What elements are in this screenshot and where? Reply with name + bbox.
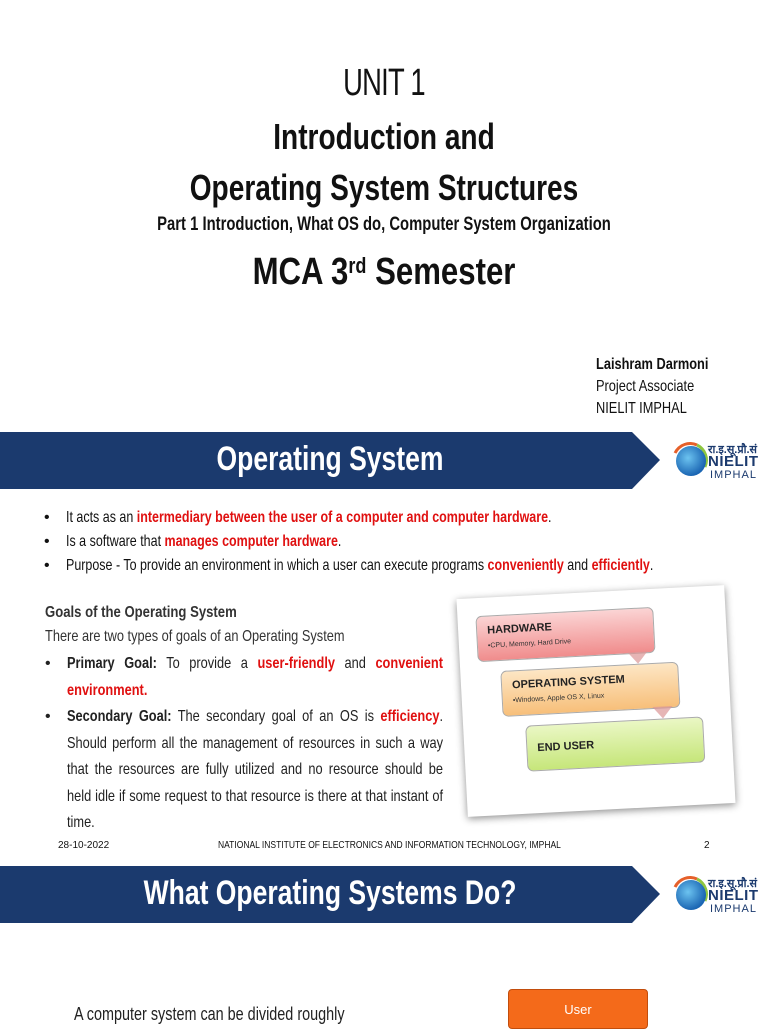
logo-hindi: रा.इ.सू.प्रौ.सं [708, 878, 757, 890]
title-slide [0, 0, 768, 432]
hardware-layer: HARDWARE •CPU, Memory, Hard Drive [475, 607, 655, 662]
part-subtitle: Part 1 Introduction, What OS do, Computer System Organization [157, 214, 611, 235]
course-sup: rd [348, 253, 367, 278]
primary-goal: • Primary Goal: To provide a user-friendly and convenient environment. [45, 655, 444, 699]
course-semester [69, 251, 699, 294]
footer-org: NATIONAL INSTITUTE OF ELECTRONICS AND INFORMATION TECHNOLOGY, IMPHAL [218, 840, 561, 851]
arrow-down-icon [627, 651, 648, 664]
slide-title-bar [0, 866, 768, 923]
slide-title: What Operating Systems Do? [143, 874, 517, 912]
course-prefix: MCA 3 [252, 251, 349, 293]
list-item: • It acts as an intermediary between the user of a computer and computer hardware. [44, 506, 764, 530]
list-item: • Purpose - To provide an environment in which a user can execute programs conveniently and efficiently. [44, 554, 764, 578]
end-user-layer: END USER [525, 716, 705, 771]
operating-system-layer: OPERATING SYSTEM •Windows, Apple OS X, Linux [500, 662, 680, 717]
author-block [596, 354, 736, 420]
operating-system-slide [0, 432, 768, 864]
body-text: A computer system can be divided roughly [74, 1004, 345, 1024]
what-os-do-slide [0, 864, 768, 1024]
author-name: Laishram Darmoni [596, 356, 709, 373]
title-line-1: Introduction and [273, 116, 495, 157]
secondary-goal: • Secondary Goal: The secondary goal of an OS is efficiency. Should perform all the management of resources in such a way that the resources are fully utilized and no resource should be held idle if some request to that resource is there at that instant of time. [45, 708, 443, 831]
nielit-logo [672, 874, 768, 918]
logo-city: IMPHAL [710, 903, 757, 915]
slide-title-bar [0, 432, 768, 489]
logo-name: NIELIT [708, 453, 759, 470]
definition-list [44, 506, 764, 578]
user-box: User [508, 989, 648, 1029]
author-role: Project Associate [596, 378, 695, 395]
logo-hindi: रा.इ.सू.प्रौ.सं [708, 444, 757, 456]
title-line-2: Operating System Structures [189, 167, 579, 208]
unit-label: UNIT 1 [343, 62, 425, 104]
goals-intro: There are two types of goals of an Operating System [45, 628, 345, 645]
page-number: 2 [704, 840, 710, 851]
logo-city: IMPHAL [710, 469, 757, 481]
slide-title: Operating System [216, 440, 444, 478]
list-item: • Is a software that manages computer hardware. [44, 530, 764, 554]
footer-date: 28-10-2022 [58, 840, 110, 851]
arrow-down-icon [652, 706, 673, 719]
logo-name: NIELIT [708, 887, 759, 904]
author-org: NIELIT IMPHAL [596, 400, 687, 417]
nielit-logo [672, 440, 768, 484]
goals-heading: Goals of the Operating System [45, 604, 237, 621]
course-suffix: Semester [366, 251, 516, 293]
globe-icon [676, 446, 706, 476]
os-layers-diagram [456, 585, 735, 817]
globe-icon [676, 880, 706, 910]
